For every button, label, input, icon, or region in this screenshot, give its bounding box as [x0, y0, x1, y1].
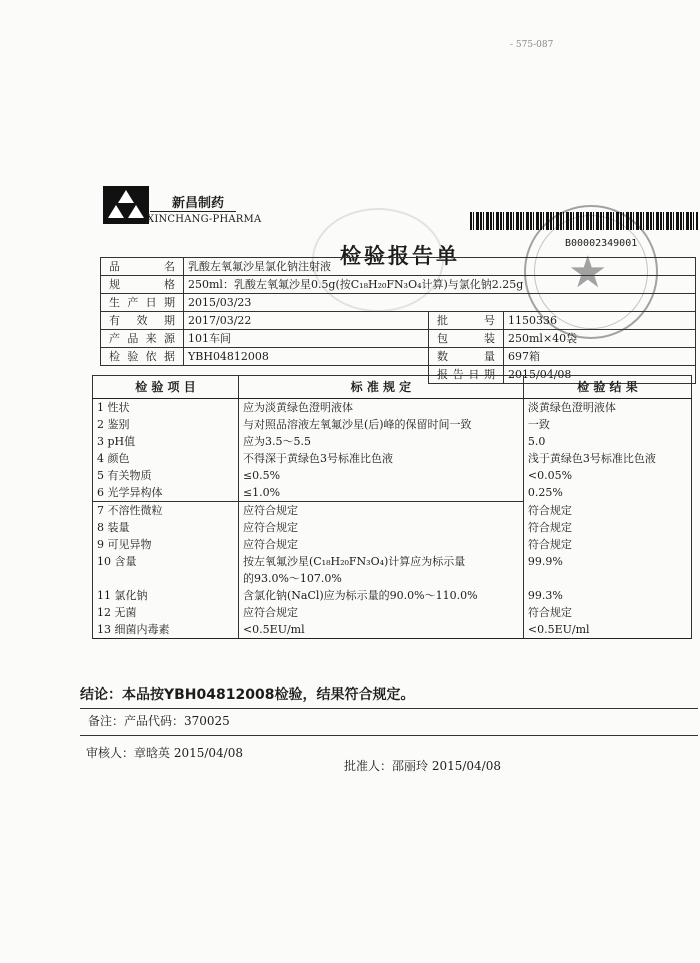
- barcode-number: B00002349001: [565, 238, 638, 249]
- product-info-table: [100, 257, 696, 384]
- col-standard-header: 标 准 规 定: [238, 376, 523, 399]
- table-row: 7 不溶性微粒 应符合规定 符合规定: [93, 502, 692, 520]
- source-label: 产品来源: [101, 330, 184, 348]
- remark-text: 备注：产品代码：370025: [88, 714, 230, 728]
- table-row: 6 光学异构体 ≤1.0% 0.25%: [93, 484, 692, 502]
- source-value: 101车间: [184, 330, 429, 348]
- barcode: [470, 212, 698, 230]
- top-scrawl: - 575-087: [510, 40, 554, 50]
- table-row: 2 鉴别 与对照品溶液左氧氟沙星(后)峰的保留时间一致 一致: [93, 416, 692, 433]
- company-logo-icon: [103, 186, 149, 224]
- basis-value: YBH04812008: [184, 348, 429, 366]
- table-row: 13 细菌内毒素 <0.5EU/ml <0.5EU/ml: [93, 621, 692, 639]
- batch-label: 批 号: [429, 312, 504, 330]
- col-item-header: 检 验 项 目: [93, 376, 239, 399]
- company-name-en: XINCHANG-PHARMA: [147, 214, 262, 225]
- prod-date-label: 生产日期: [101, 294, 184, 312]
- divider-2: [80, 735, 698, 736]
- report-date-value: 2015/04/08: [504, 366, 696, 384]
- table-row: 12 无菌 应符合规定 符合规定: [93, 604, 692, 621]
- expiry-label: 有 效 期: [101, 312, 184, 330]
- batch-value: 1150336: [504, 312, 696, 330]
- table-row: 1 性状 应为淡黄绿色澄明液体 淡黄绿色澄明液体: [93, 399, 692, 417]
- table-row: 10 含量 按左氧氟沙星(C₁₈H₂₀FN₃O₄)计算应为标示量 99.9%: [93, 553, 692, 570]
- basis-label: 检验依据: [101, 348, 184, 366]
- table-row: 8 装量 应符合规定 符合规定: [93, 519, 692, 536]
- table-row: 3 pH值 应为3.5～5.5 5.0: [93, 433, 692, 450]
- package-value: 250ml×40袋: [504, 330, 696, 348]
- conclusion-text: 结论：本品按YBH04812008检验，结果符合规定。: [80, 687, 415, 703]
- logo-divider: [150, 211, 236, 212]
- table-row: 11 氯化钠 含氯化钠(NaCl)应为标示量的90.0%～110.0% 99.3%: [93, 587, 692, 604]
- approver-signature: 批准人：邵丽玲 2015/04/08: [344, 759, 501, 773]
- spec-value: 250ml：乳酸左氧氟沙星0.5g(按C₁₈H₂₀FN₃O₄计算)与氯化钠2.25g: [184, 276, 696, 294]
- quantity-label: 数 量: [429, 348, 504, 366]
- inspection-table: [92, 375, 692, 639]
- package-label: 包 装: [429, 330, 504, 348]
- page-title: 检验报告单: [340, 244, 460, 268]
- col-result-header: 检 验 结 果: [523, 376, 691, 399]
- company-name-zh: 新昌制药: [172, 196, 225, 211]
- star-icon: ★: [568, 247, 608, 298]
- divider-1: [80, 708, 698, 709]
- table-row: 9 可见异物 应符合规定 符合规定: [93, 536, 692, 553]
- table-row: 5 有关物质 ≤0.5% <0.05%: [93, 467, 692, 484]
- product-name-label: 品 名: [101, 258, 184, 276]
- spec-label: 规 格: [101, 276, 184, 294]
- prod-date-value: 2015/03/23: [184, 294, 696, 312]
- product-name-value: 乳酸左氧氟沙星氯化钠注射液: [184, 258, 696, 276]
- reviewer-signature: 审核人：章晗英 2015/04/08: [86, 746, 243, 760]
- expiry-value: 2017/03/22: [184, 312, 429, 330]
- table-row: 4 颜色 不得深于黄绿色3号标准比色液 浅于黄绿色3号标准比色液: [93, 450, 692, 467]
- report-date-label: 报告日期: [429, 366, 504, 384]
- quantity-value: 697箱: [504, 348, 696, 366]
- table-row: 的93.0%～107.0%: [93, 570, 692, 587]
